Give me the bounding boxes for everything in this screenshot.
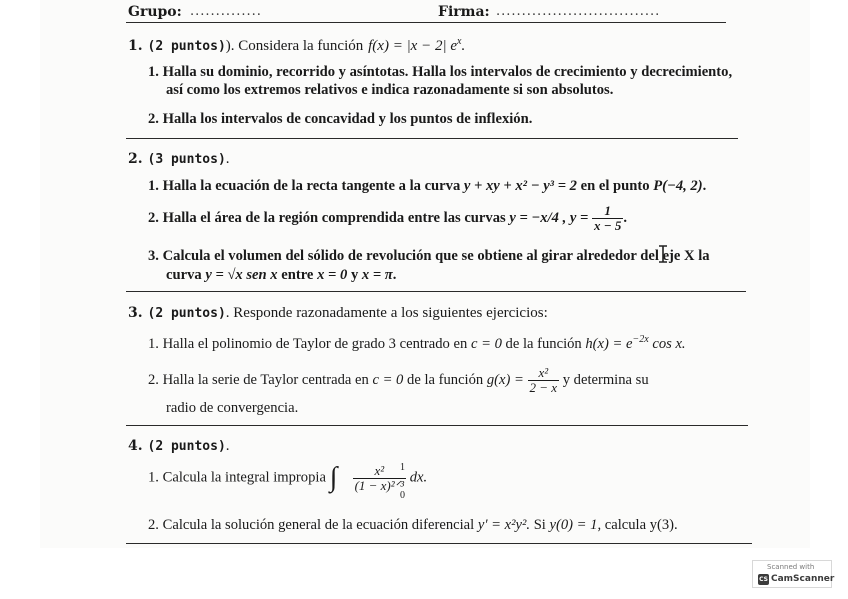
question-1-heading: 1. (2 puntos)). Considera la función f(x) = |x − 2| $e^x$.	[128, 36, 466, 54]
question-2-heading: 2. (3 puntos).	[128, 151, 230, 167]
question-3-item-2-line-2: radio de convergencia.	[166, 400, 299, 416]
integral-upper-limit: 1	[400, 462, 405, 473]
question-1-item-2: 2. Halla los intervalos de concavidad y los puntos de inflexión.	[148, 111, 533, 127]
integral-lower-limit: 0	[400, 490, 405, 501]
question-2-item-1: 1. Halla la ecuación de la recta tangente a la curva y + xy + x² − y³ = 2 en el punto P(−4, 2).	[148, 178, 707, 194]
question-4-heading: 4. (2 puntos).	[128, 438, 230, 454]
question-2-divider	[126, 291, 746, 292]
signature-label: Firma:	[438, 4, 490, 20]
header-divider	[126, 22, 726, 23]
exam-sheet	[40, 0, 810, 548]
question-2-item-2: 2. Halla el área de la región comprendida entre las curvas y = −x/4 , y = $\frac{1}{x - 5}$ .	[148, 203, 628, 233]
group-label: Grupo:	[128, 4, 182, 20]
badge-caption: Scanned with	[767, 563, 815, 571]
question-3-divider	[126, 425, 748, 426]
question-2-item-2-fraction: $\frac{1}{x - 5}$	[593, 203, 622, 233]
question-3-item-2-line-1: 2. Halla la serie de Taylor centrada en c = 0 de la función g(x) = $\frac{\text{x²}}{2 - x}$ y determina su	[148, 365, 649, 395]
signature-blank: ................................	[496, 4, 661, 19]
question-4-item-1-fraction: $\frac{\text{x²}}{\text{(1 − x)²ᐟ³}}$	[354, 462, 405, 493]
text-cursor-icon	[657, 245, 669, 263]
question-3-item-2-fraction: $\frac{\text{x²}}{2 - x}$	[529, 365, 558, 395]
camscanner-badge	[752, 560, 835, 588]
question-3-heading: 3. (2 puntos). Responde razonadamente a los siguientes ejercicios:	[128, 305, 548, 321]
question-1-formula: f(x) = |x − 2| $e^x$.	[368, 36, 466, 54]
question-4-item-2: 2. Calcula la solución general de la ecuación diferencial y′ = x²y². Si y(0) = 1, calcula y(3).	[148, 517, 678, 533]
question-2-item-3-line-1: 3. Calcula el volumen del sólido de revolución que se obtiene al girar alrededor del eje X la	[148, 248, 710, 264]
question-3-item-1: 1. Halla el polinomio de Taylor de grado 3 centrado en c = 0 de la función $h(x) = e^{-2x}$ cos x.	[148, 334, 686, 352]
camscanner-logo-icon: CS	[759, 576, 768, 583]
group-blank: ..............	[190, 4, 262, 19]
question-4-item-1: 1. Calcula la integral impropia ∫ 1 0 $\frac{\text{x²}}{\text{(1 − x)²ᐟ³}}$ dx.	[148, 462, 428, 501]
integral-sign: ∫	[329, 462, 338, 493]
badge-brand: CamScanner	[771, 574, 835, 584]
question-1-item-1-line-2: así como los extremos relativos e indica razonadamente si son absolutos.	[166, 82, 614, 98]
question-2-item-3-line-2: curva y = √x sen x entre x = 0 y x = π.	[166, 267, 397, 283]
question-4-divider	[126, 543, 752, 544]
question-1-divider	[126, 138, 738, 139]
question-1-item-1-line-1: 1. Halla su dominio, recorrido y asíntotas. Halla los intervalos de crecimiento y decrecimiento,	[148, 64, 733, 80]
